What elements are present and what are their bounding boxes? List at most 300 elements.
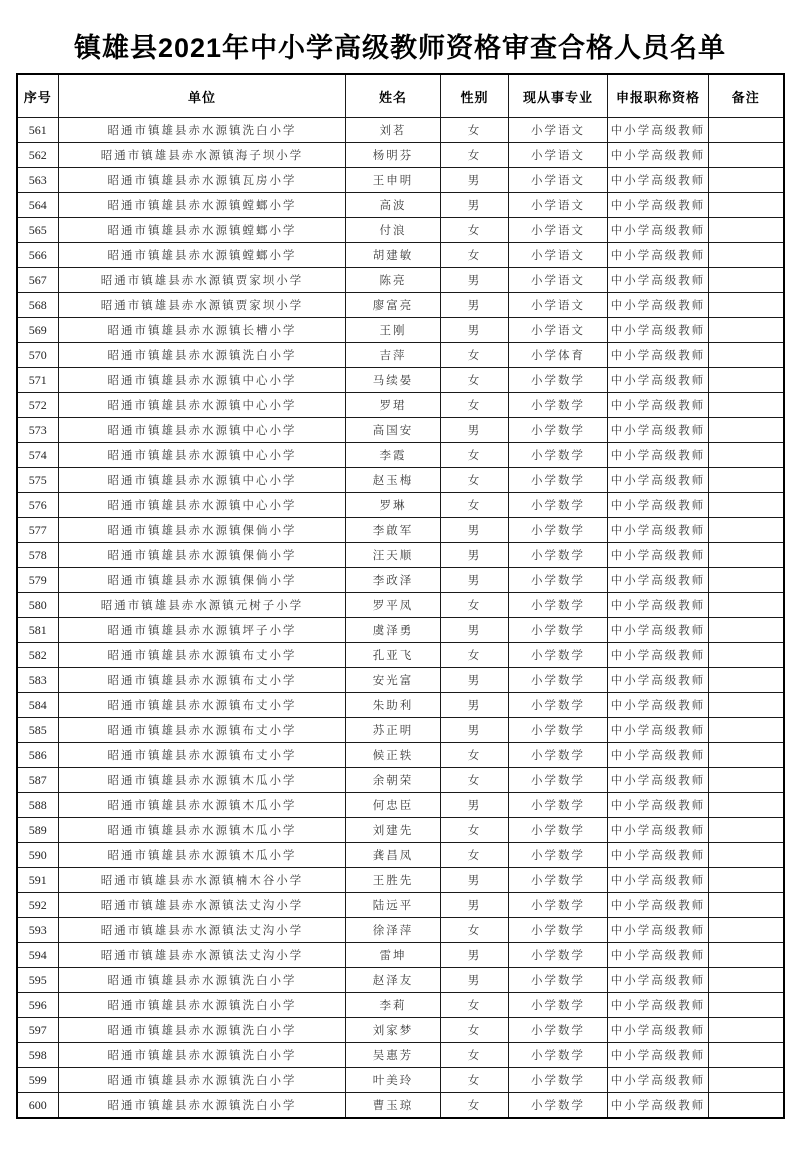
table-row — [17, 268, 784, 293]
cell-declared-title: 中小学高级教师 — [608, 893, 709, 918]
cell-declared-title: 中小学高级教师 — [608, 118, 709, 143]
column-header-gender: 性别 — [441, 74, 509, 118]
cell-declared-title: 中小学高级教师 — [608, 143, 709, 168]
cell-name: 陆远平 — [346, 893, 441, 918]
cell-current-major: 小学数学 — [509, 843, 608, 868]
cell-name: 汪天顺 — [346, 543, 441, 568]
cell-current-major: 小学数学 — [509, 393, 608, 418]
cell-name: 朱助利 — [346, 693, 441, 718]
cell-note — [709, 668, 784, 693]
cell-current-major: 小学数学 — [509, 693, 608, 718]
cell-gender: 男 — [441, 293, 509, 318]
cell-note — [709, 568, 784, 593]
cell-current-major: 小学数学 — [509, 1018, 608, 1043]
cell-gender: 女 — [441, 993, 509, 1018]
cell-name: 李啟军 — [346, 518, 441, 543]
cell-declared-title: 中小学高级教师 — [608, 218, 709, 243]
cell-gender: 男 — [441, 193, 509, 218]
table-row — [17, 568, 784, 593]
cell-current-major: 小学数学 — [509, 893, 608, 918]
cell-serial-number: 572 — [17, 393, 59, 418]
cell-current-major: 小学数学 — [509, 1068, 608, 1093]
column-header-note: 备注 — [709, 74, 784, 118]
cell-declared-title: 中小学高级教师 — [608, 343, 709, 368]
cell-serial-number: 573 — [17, 418, 59, 443]
cell-current-major: 小学数学 — [509, 943, 608, 968]
cell-note — [709, 693, 784, 718]
cell-serial-number: 585 — [17, 718, 59, 743]
cell-current-major: 小学数学 — [509, 418, 608, 443]
cell-declared-title: 中小学高级教师 — [608, 993, 709, 1018]
cell-unit: 昭通市镇雄县赤水源镇洗白小学 — [59, 343, 346, 368]
cell-current-major: 小学数学 — [509, 818, 608, 843]
cell-current-major: 小学数学 — [509, 568, 608, 593]
table-row — [17, 918, 784, 943]
cell-note — [709, 843, 784, 868]
cell-name: 王刚 — [346, 318, 441, 343]
cell-current-major: 小学数学 — [509, 543, 608, 568]
cell-declared-title: 中小学高级教师 — [608, 818, 709, 843]
cell-current-major: 小学数学 — [509, 918, 608, 943]
cell-unit: 昭通市镇雄县赤水源镇中心小学 — [59, 493, 346, 518]
cell-declared-title: 中小学高级教师 — [608, 318, 709, 343]
cell-serial-number: 571 — [17, 368, 59, 393]
cell-name: 曹玉琼 — [346, 1093, 441, 1119]
cell-unit: 昭通市镇雄县赤水源镇中心小学 — [59, 368, 346, 393]
cell-serial-number: 597 — [17, 1018, 59, 1043]
cell-current-major: 小学语文 — [509, 168, 608, 193]
cell-gender: 女 — [441, 218, 509, 243]
cell-serial-number: 600 — [17, 1093, 59, 1119]
cell-declared-title: 中小学高级教师 — [608, 393, 709, 418]
table-row — [17, 243, 784, 268]
cell-serial-number: 561 — [17, 118, 59, 143]
cell-name: 何忠臣 — [346, 793, 441, 818]
cell-declared-title: 中小学高级教师 — [608, 1093, 709, 1119]
cell-note — [709, 468, 784, 493]
cell-name: 高波 — [346, 193, 441, 218]
cell-name: 徐泽萍 — [346, 918, 441, 943]
cell-serial-number: 598 — [17, 1043, 59, 1068]
cell-name: 高国安 — [346, 418, 441, 443]
cell-gender: 女 — [441, 1068, 509, 1093]
cell-declared-title: 中小学高级教师 — [608, 743, 709, 768]
cell-unit: 昭通市镇雄县赤水源镇木瓜小学 — [59, 793, 346, 818]
column-header-title: 申报职称资格 — [608, 74, 709, 118]
cell-serial-number: 592 — [17, 893, 59, 918]
cell-declared-title: 中小学高级教师 — [608, 868, 709, 893]
cell-name: 刘茗 — [346, 118, 441, 143]
cell-serial-number: 582 — [17, 643, 59, 668]
cell-name: 吉萍 — [346, 343, 441, 368]
cell-note — [709, 518, 784, 543]
cell-name: 罗珺 — [346, 393, 441, 418]
cell-declared-title: 中小学高级教师 — [608, 293, 709, 318]
cell-current-major: 小学数学 — [509, 468, 608, 493]
cell-declared-title: 中小学高级教师 — [608, 268, 709, 293]
cell-note — [709, 943, 784, 968]
cell-unit: 昭通市镇雄县赤水源镇布丈小学 — [59, 643, 346, 668]
table-row — [17, 943, 784, 968]
cell-unit: 昭通市镇雄县赤水源镇木瓜小学 — [59, 768, 346, 793]
cell-note — [709, 1093, 784, 1119]
cell-unit: 昭通市镇雄县赤水源镇法丈沟小学 — [59, 893, 346, 918]
cell-serial-number: 562 — [17, 143, 59, 168]
cell-unit: 昭通市镇雄县赤水源镇瓦房小学 — [59, 168, 346, 193]
cell-declared-title: 中小学高级教师 — [608, 468, 709, 493]
cell-note — [709, 418, 784, 443]
table-row — [17, 1068, 784, 1093]
cell-current-major: 小学语文 — [509, 318, 608, 343]
table-row — [17, 643, 784, 668]
cell-unit: 昭通市镇雄县赤水源镇法丈沟小学 — [59, 943, 346, 968]
cell-unit: 昭通市镇雄县赤水源镇长槽小学 — [59, 318, 346, 343]
cell-unit: 昭通市镇雄县赤水源镇法丈沟小学 — [59, 918, 346, 943]
cell-gender: 男 — [441, 693, 509, 718]
cell-name: 付浪 — [346, 218, 441, 243]
cell-serial-number: 583 — [17, 668, 59, 693]
table-row — [17, 718, 784, 743]
cell-unit: 昭通市镇雄县赤水源镇元树子小学 — [59, 593, 346, 618]
cell-current-major: 小学语文 — [509, 143, 608, 168]
cell-declared-title: 中小学高级教师 — [608, 618, 709, 643]
cell-serial-number: 589 — [17, 818, 59, 843]
cell-note — [709, 1018, 784, 1043]
cell-unit: 昭通市镇雄县赤水源镇坪子小学 — [59, 618, 346, 643]
cell-note — [709, 643, 784, 668]
cell-unit: 昭通市镇雄县赤水源镇贾家坝小学 — [59, 268, 346, 293]
cell-name: 虞泽勇 — [346, 618, 441, 643]
cell-unit: 昭通市镇雄县赤水源镇洗白小学 — [59, 1068, 346, 1093]
cell-unit: 昭通市镇雄县赤水源镇贾家坝小学 — [59, 293, 346, 318]
cell-note — [709, 493, 784, 518]
cell-gender: 女 — [441, 143, 509, 168]
cell-serial-number: 595 — [17, 968, 59, 993]
cell-current-major: 小学数学 — [509, 868, 608, 893]
table-row — [17, 343, 784, 368]
table-row — [17, 768, 784, 793]
cell-declared-title: 中小学高级教师 — [608, 693, 709, 718]
cell-note — [709, 218, 784, 243]
cell-gender: 女 — [441, 118, 509, 143]
cell-unit: 昭通市镇雄县赤水源镇洗白小学 — [59, 118, 346, 143]
cell-serial-number: 584 — [17, 693, 59, 718]
cell-current-major: 小学数学 — [509, 993, 608, 1018]
table-row — [17, 418, 784, 443]
cell-declared-title: 中小学高级教师 — [608, 643, 709, 668]
cell-gender: 女 — [441, 1093, 509, 1119]
cell-serial-number: 569 — [17, 318, 59, 343]
cell-name: 马续晏 — [346, 368, 441, 393]
cell-serial-number: 577 — [17, 518, 59, 543]
cell-unit: 昭通市镇雄县赤水源镇海子坝小学 — [59, 143, 346, 168]
cell-note — [709, 368, 784, 393]
cell-gender: 男 — [441, 568, 509, 593]
cell-current-major: 小学数学 — [509, 493, 608, 518]
cell-gender: 男 — [441, 268, 509, 293]
cell-current-major: 小学语文 — [509, 118, 608, 143]
cell-name: 罗平凤 — [346, 593, 441, 618]
cell-serial-number: 565 — [17, 218, 59, 243]
cell-note — [709, 243, 784, 268]
cell-serial-number: 568 — [17, 293, 59, 318]
cell-gender: 女 — [441, 343, 509, 368]
cell-name: 李霞 — [346, 443, 441, 468]
cell-gender: 男 — [441, 168, 509, 193]
cell-unit: 昭通市镇雄县赤水源镇布丈小学 — [59, 743, 346, 768]
column-header-name: 姓名 — [346, 74, 441, 118]
cell-gender: 女 — [441, 1043, 509, 1068]
cell-serial-number: 570 — [17, 343, 59, 368]
cell-declared-title: 中小学高级教师 — [608, 193, 709, 218]
cell-serial-number: 587 — [17, 768, 59, 793]
cell-note — [709, 318, 784, 343]
cell-current-major: 小学语文 — [509, 218, 608, 243]
cell-gender: 男 — [441, 668, 509, 693]
cell-serial-number: 590 — [17, 843, 59, 868]
cell-unit: 昭通市镇雄县赤水源镇洗白小学 — [59, 993, 346, 1018]
cell-unit: 昭通市镇雄县赤水源镇布丈小学 — [59, 693, 346, 718]
cell-name: 胡建敏 — [346, 243, 441, 268]
cell-current-major: 小学数学 — [509, 643, 608, 668]
table-row — [17, 543, 784, 568]
cell-serial-number: 591 — [17, 868, 59, 893]
cell-serial-number: 563 — [17, 168, 59, 193]
cell-gender: 男 — [441, 618, 509, 643]
cell-current-major: 小学数学 — [509, 618, 608, 643]
table-row — [17, 368, 784, 393]
cell-serial-number: 576 — [17, 493, 59, 518]
cell-unit: 昭通市镇雄县赤水源镇螳螂小学 — [59, 243, 346, 268]
cell-declared-title: 中小学高级教师 — [608, 768, 709, 793]
cell-name: 王申明 — [346, 168, 441, 193]
table-row — [17, 168, 784, 193]
cell-note — [709, 543, 784, 568]
cell-note — [709, 968, 784, 993]
cell-note — [709, 818, 784, 843]
cell-serial-number: 578 — [17, 543, 59, 568]
column-header-unit: 单位 — [59, 74, 346, 118]
cell-current-major: 小学语文 — [509, 293, 608, 318]
cell-unit: 昭通市镇雄县赤水源镇布丈小学 — [59, 668, 346, 693]
table-row — [17, 993, 784, 1018]
cell-current-major: 小学数学 — [509, 668, 608, 693]
cell-note — [709, 618, 784, 643]
cell-unit: 昭通市镇雄县赤水源镇洗白小学 — [59, 968, 346, 993]
cell-gender: 男 — [441, 868, 509, 893]
cell-declared-title: 中小学高级教师 — [608, 943, 709, 968]
table-row — [17, 743, 784, 768]
cell-name: 孔亚飞 — [346, 643, 441, 668]
cell-gender: 女 — [441, 643, 509, 668]
cell-current-major: 小学数学 — [509, 718, 608, 743]
cell-note — [709, 918, 784, 943]
cell-note — [709, 343, 784, 368]
table-row — [17, 793, 784, 818]
table-body — [17, 118, 784, 1119]
cell-serial-number: 564 — [17, 193, 59, 218]
cell-serial-number: 575 — [17, 468, 59, 493]
table-row — [17, 193, 784, 218]
cell-current-major: 小学数学 — [509, 518, 608, 543]
table-row — [17, 318, 784, 343]
cell-current-major: 小学数学 — [509, 743, 608, 768]
cell-declared-title: 中小学高级教师 — [608, 243, 709, 268]
cell-serial-number: 594 — [17, 943, 59, 968]
cell-name: 李政泽 — [346, 568, 441, 593]
cell-note — [709, 768, 784, 793]
cell-gender: 女 — [441, 818, 509, 843]
cell-serial-number: 581 — [17, 618, 59, 643]
table-row — [17, 468, 784, 493]
cell-declared-title: 中小学高级教师 — [608, 493, 709, 518]
cell-name: 陈亮 — [346, 268, 441, 293]
cell-declared-title: 中小学高级教师 — [608, 1043, 709, 1068]
table-row — [17, 143, 784, 168]
cell-gender: 男 — [441, 718, 509, 743]
cell-serial-number: 588 — [17, 793, 59, 818]
cell-gender: 女 — [441, 843, 509, 868]
cell-note — [709, 393, 784, 418]
teacher-roster-table — [16, 73, 785, 1119]
cell-serial-number: 593 — [17, 918, 59, 943]
cell-declared-title: 中小学高级教师 — [608, 793, 709, 818]
cell-declared-title: 中小学高级教师 — [608, 168, 709, 193]
cell-name: 李莉 — [346, 993, 441, 1018]
cell-unit: 昭通市镇雄县赤水源镇洗白小学 — [59, 1093, 346, 1119]
cell-unit: 昭通市镇雄县赤水源镇倮倘小学 — [59, 543, 346, 568]
cell-note — [709, 1043, 784, 1068]
table-row — [17, 218, 784, 243]
cell-unit: 昭通市镇雄县赤水源镇洗白小学 — [59, 1018, 346, 1043]
cell-unit: 昭通市镇雄县赤水源镇楠木谷小学 — [59, 868, 346, 893]
cell-unit: 昭通市镇雄县赤水源镇中心小学 — [59, 393, 346, 418]
table-row — [17, 668, 784, 693]
cell-name: 刘建先 — [346, 818, 441, 843]
cell-declared-title: 中小学高级教师 — [608, 593, 709, 618]
table-row — [17, 593, 784, 618]
cell-declared-title: 中小学高级教师 — [608, 718, 709, 743]
cell-unit: 昭通市镇雄县赤水源镇螳螂小学 — [59, 218, 346, 243]
table-row — [17, 518, 784, 543]
cell-gender: 女 — [441, 918, 509, 943]
cell-note — [709, 1068, 784, 1093]
cell-serial-number: 579 — [17, 568, 59, 593]
cell-note — [709, 793, 784, 818]
cell-current-major: 小学数学 — [509, 968, 608, 993]
cell-name: 余朝荣 — [346, 768, 441, 793]
cell-gender: 男 — [441, 943, 509, 968]
cell-declared-title: 中小学高级教师 — [608, 1068, 709, 1093]
cell-declared-title: 中小学高级教师 — [608, 518, 709, 543]
cell-declared-title: 中小学高级教师 — [608, 1018, 709, 1043]
cell-note — [709, 868, 784, 893]
cell-gender: 女 — [441, 368, 509, 393]
column-header-major: 现从事专业 — [509, 74, 608, 118]
cell-note — [709, 143, 784, 168]
cell-name: 赵泽友 — [346, 968, 441, 993]
cell-gender: 女 — [441, 1018, 509, 1043]
cell-name: 雷坤 — [346, 943, 441, 968]
cell-note — [709, 118, 784, 143]
cell-unit: 昭通市镇雄县赤水源镇倮倘小学 — [59, 568, 346, 593]
cell-declared-title: 中小学高级教师 — [608, 843, 709, 868]
cell-serial-number: 596 — [17, 993, 59, 1018]
cell-name: 王胜先 — [346, 868, 441, 893]
cell-current-major: 小学数学 — [509, 443, 608, 468]
cell-name: 罗琳 — [346, 493, 441, 518]
cell-name: 龚昌凤 — [346, 843, 441, 868]
cell-current-major: 小学数学 — [509, 793, 608, 818]
cell-serial-number: 574 — [17, 443, 59, 468]
cell-unit: 昭通市镇雄县赤水源镇布丈小学 — [59, 718, 346, 743]
table-row — [17, 868, 784, 893]
cell-name: 廖富亮 — [346, 293, 441, 318]
cell-gender: 女 — [441, 743, 509, 768]
table-row — [17, 818, 784, 843]
table-row — [17, 293, 784, 318]
cell-gender: 女 — [441, 493, 509, 518]
table-row — [17, 843, 784, 868]
cell-name: 赵玉梅 — [346, 468, 441, 493]
cell-note — [709, 893, 784, 918]
cell-name: 苏正明 — [346, 718, 441, 743]
cell-note — [709, 593, 784, 618]
table-row — [17, 693, 784, 718]
cell-unit: 昭通市镇雄县赤水源镇洗白小学 — [59, 1043, 346, 1068]
cell-current-major: 小学数学 — [509, 768, 608, 793]
cell-name: 叶美玲 — [346, 1068, 441, 1093]
table-header-row — [17, 74, 784, 118]
table-row — [17, 1043, 784, 1068]
table-row — [17, 968, 784, 993]
cell-gender: 女 — [441, 468, 509, 493]
cell-name: 杨明芬 — [346, 143, 441, 168]
cell-current-major: 小学数学 — [509, 1093, 608, 1119]
cell-unit: 昭通市镇雄县赤水源镇螳螂小学 — [59, 193, 346, 218]
cell-unit: 昭通市镇雄县赤水源镇中心小学 — [59, 443, 346, 468]
cell-note — [709, 743, 784, 768]
cell-declared-title: 中小学高级教师 — [608, 668, 709, 693]
table-row — [17, 493, 784, 518]
cell-note — [709, 168, 784, 193]
table-row — [17, 393, 784, 418]
cell-gender: 男 — [441, 543, 509, 568]
cell-serial-number: 580 — [17, 593, 59, 618]
page-title: 镇雄县2021年中小学高级教师资格审查合格人员名单 — [73, 33, 727, 63]
cell-declared-title: 中小学高级教师 — [608, 568, 709, 593]
cell-name: 安光富 — [346, 668, 441, 693]
cell-unit: 昭通市镇雄县赤水源镇中心小学 — [59, 418, 346, 443]
cell-declared-title: 中小学高级教师 — [608, 418, 709, 443]
cell-unit: 昭通市镇雄县赤水源镇倮倘小学 — [59, 518, 346, 543]
cell-serial-number: 567 — [17, 268, 59, 293]
cell-name: 候正轶 — [346, 743, 441, 768]
cell-note — [709, 718, 784, 743]
cell-note — [709, 293, 784, 318]
column-header-no: 序号 — [17, 74, 59, 118]
table-row — [17, 118, 784, 143]
cell-unit: 昭通市镇雄县赤水源镇木瓜小学 — [59, 818, 346, 843]
cell-gender: 女 — [441, 593, 509, 618]
cell-current-major: 小学数学 — [509, 593, 608, 618]
cell-serial-number: 586 — [17, 743, 59, 768]
cell-unit: 昭通市镇雄县赤水源镇木瓜小学 — [59, 843, 346, 868]
cell-serial-number: 599 — [17, 1068, 59, 1093]
cell-current-major: 小学数学 — [509, 1043, 608, 1068]
cell-name: 吴惠芳 — [346, 1043, 441, 1068]
cell-gender: 男 — [441, 518, 509, 543]
